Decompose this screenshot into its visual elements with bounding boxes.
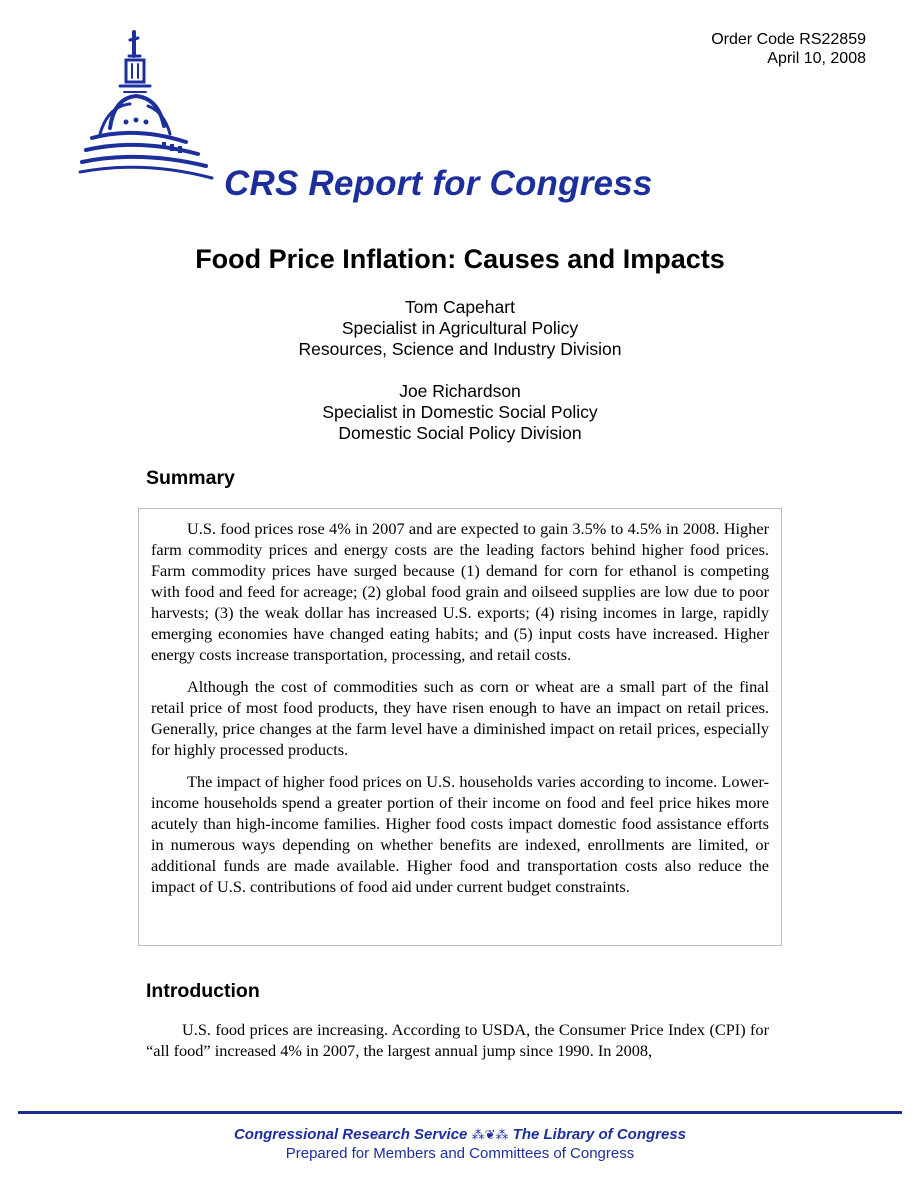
footer-ornament: ⁂❦⁂ bbox=[471, 1127, 509, 1142]
footer-crs-name: Congressional Research Service bbox=[233, 1126, 468, 1143]
report-date: April 10, 2008 bbox=[767, 50, 866, 67]
summary-heading: Summary bbox=[146, 467, 235, 489]
author-name: Tom Capehart bbox=[405, 297, 515, 317]
footer-prepared-for: Prepared for Members and Committees of Congress bbox=[285, 1145, 635, 1162]
crs-logo bbox=[74, 26, 694, 203]
footer-library-name: The Library of Congress bbox=[512, 1126, 687, 1143]
introduction-text bbox=[146, 1019, 769, 1061]
capitol-dome-icon bbox=[74, 26, 224, 191]
report-title: Food Price Inflation: Causes and Impacts bbox=[195, 244, 725, 274]
author-name: Joe Richardson bbox=[399, 381, 521, 401]
summary-paragraph: The impact of higher food prices on U.S. households varies according to income. Lower-income households spend a greater portion of their income on food and feel price hikes more acutely than high-income families. Higher food costs impact domestic food assistance efforts in numerous ways depending on whether benefits are indexed, enrollments are limited, or additional funds are made available. Higher food and transportation costs also reduce the impact of U.S. contributions of food aid under current budget constraints. bbox=[151, 772, 769, 896]
author-division: Resources, Science and Industry Division bbox=[298, 339, 622, 359]
introduction-heading: Introduction bbox=[146, 980, 260, 1002]
summary-paragraph: U.S. food prices rose 4% in 2007 and are expected to gain 3.5% to 4.5% in 2008. Higher farm commodity prices and energy costs are the leading factors behind higher food prices. Farm commodity prices have surged because (1) demand for corn for ethanol is competing with food and feed for acreage; (2) global food grain and oilseed supplies are low due to poor harvests; (3) the weak dollar has increased U.S. exports; (4) rising incomes in large, rapidly emerging economies have changed eating habits; and (5) input costs have increased. Higher energy costs increase transportation, processing, and retail costs. bbox=[151, 519, 769, 664]
author-1 bbox=[0, 297, 920, 360]
introduction-paragraph: U.S. food prices are increasing. According to USDA, the Consumer Price Index (CPI) for “all food” increased 4% in 2007, the largest annual jump since 1990. In 2008, bbox=[146, 1020, 769, 1060]
author-position: Specialist in Agricultural Policy bbox=[341, 318, 579, 338]
author-2 bbox=[0, 381, 920, 444]
order-info bbox=[711, 30, 866, 68]
footer-rule bbox=[18, 1111, 902, 1114]
authors-block bbox=[0, 297, 920, 465]
summary-text bbox=[151, 518, 769, 908]
footer bbox=[0, 1125, 920, 1163]
footer-attribution bbox=[0, 1125, 920, 1144]
author-position: Specialist in Domestic Social Policy bbox=[322, 402, 598, 422]
order-code: Order Code RS22859 bbox=[711, 31, 866, 48]
logo-text: CRS Report for Congress bbox=[224, 164, 653, 203]
author-division: Domestic Social Policy Division bbox=[338, 423, 582, 443]
summary-paragraph: Although the cost of commodities such as corn or wheat are a small part of the final retail price of most food products, they have risen enough to have an impact on retail prices. Generally, price changes at the farm level have a diminished impact on retail prices, especially for highly processed products. bbox=[151, 677, 769, 759]
